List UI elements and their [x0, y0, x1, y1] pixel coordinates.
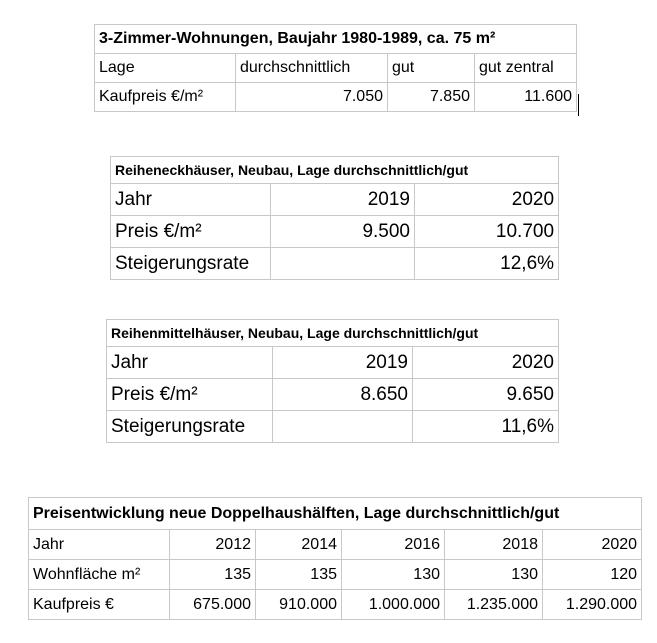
cell[interactable]: 8.650 [273, 379, 413, 411]
cell[interactable]: 7.850 [388, 83, 475, 112]
table-row [29, 560, 642, 590]
cell[interactable]: Jahr [29, 530, 170, 560]
text-cursor [578, 94, 579, 116]
cell[interactable]: gut zentral [475, 54, 577, 83]
table-row [111, 216, 559, 248]
cell[interactable]: 130 [445, 560, 543, 590]
cell[interactable]: 11,6% [413, 411, 559, 443]
table-row [107, 347, 559, 379]
table-row [29, 590, 642, 620]
cell[interactable]: 1.290.000 [543, 590, 642, 620]
cell[interactable]: Kaufpreis € [29, 590, 170, 620]
cell[interactable]: Kaufpreis €/m² [95, 83, 236, 112]
cell[interactable]: 10.700 [415, 216, 559, 248]
cell[interactable]: 675.000 [170, 590, 256, 620]
cell[interactable] [273, 411, 413, 443]
cell[interactable]: gut [388, 54, 475, 83]
cell[interactable]: 135 [256, 560, 342, 590]
table-row [95, 54, 577, 83]
cell[interactable]: 7.050 [236, 83, 388, 112]
cell[interactable]: 11.600 [475, 83, 577, 112]
table-title[interactable]: Preisentwicklung neue Doppelhaushälften, Lage durchschnittlich/gut [29, 498, 642, 530]
cell[interactable]: 2020 [543, 530, 642, 560]
table-reihenmittelhaeuser [106, 319, 559, 443]
cell[interactable]: durchschnittlich [236, 54, 388, 83]
cell[interactable]: 910.000 [256, 590, 342, 620]
table-3-zimmer-wohnungen [94, 24, 577, 112]
table-title[interactable]: Reiheneckhäuser, Neubau, Lage durchschnittlich/gut [111, 157, 559, 184]
table-row [29, 530, 642, 560]
cell[interactable]: 2019 [271, 184, 415, 216]
table-title[interactable]: 3-Zimmer-Wohnungen, Baujahr 1980-1989, ca. 75 m² [95, 25, 577, 54]
cell[interactable]: Preis €/m² [107, 379, 273, 411]
cell[interactable]: Preis €/m² [111, 216, 271, 248]
cell[interactable]: 130 [342, 560, 445, 590]
table-row [111, 248, 559, 280]
cell[interactable]: 135 [170, 560, 256, 590]
cell[interactable]: Steigerungsrate [111, 248, 271, 280]
cell[interactable]: 1.235.000 [445, 590, 543, 620]
table-row [107, 411, 559, 443]
cell[interactable]: 2018 [445, 530, 543, 560]
cell[interactable]: 2012 [170, 530, 256, 560]
cell[interactable]: 120 [543, 560, 642, 590]
table-reiheneckhaeuser [110, 156, 559, 280]
cell[interactable]: 2020 [413, 347, 559, 379]
cell[interactable]: 9.650 [413, 379, 559, 411]
cell[interactable] [271, 248, 415, 280]
cell[interactable]: Wohnfläche m² [29, 560, 170, 590]
table-row [95, 83, 577, 112]
cell[interactable]: 2020 [415, 184, 559, 216]
cell[interactable]: 9.500 [271, 216, 415, 248]
cell[interactable]: 2016 [342, 530, 445, 560]
table-row [107, 379, 559, 411]
cell[interactable]: Jahr [107, 347, 273, 379]
table-title[interactable]: Reihenmittelhäuser, Neubau, Lage durchschnittlich/gut [107, 320, 559, 347]
cell[interactable]: Lage [95, 54, 236, 83]
table-row [111, 184, 559, 216]
table-doppelhaushaelften [28, 497, 642, 620]
cell[interactable]: 2014 [256, 530, 342, 560]
cell[interactable]: 1.000.000 [342, 590, 445, 620]
cell[interactable]: Jahr [111, 184, 271, 216]
cell[interactable]: 2019 [273, 347, 413, 379]
cell[interactable]: Steigerungsrate [107, 411, 273, 443]
cell[interactable]: 12,6% [415, 248, 559, 280]
